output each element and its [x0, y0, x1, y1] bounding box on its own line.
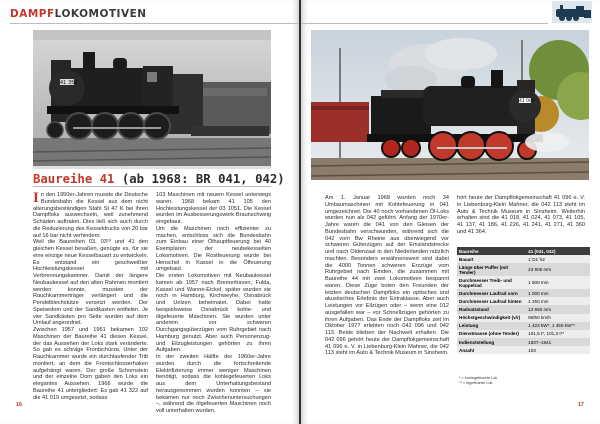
spec-header-value: 41 (041, 042) — [526, 247, 590, 255]
spec-row — [457, 276, 590, 289]
title-rule — [33, 186, 271, 187]
bw-locomotive-photo — [33, 30, 271, 166]
spec-label: Durchmesser Treib- und Kuppelrad — [457, 276, 526, 289]
drop-cap: I — [33, 190, 39, 206]
locomotive-logo-icon — [552, 1, 592, 23]
text-column-1 — [33, 192, 148, 401]
spec-value: 90/50 km/h — [526, 314, 590, 322]
spec-footnotes — [459, 376, 497, 386]
spec-row — [457, 322, 590, 330]
running-head-part1: DAMPF — [10, 8, 55, 20]
spec-value: 12 650 mm — [526, 305, 590, 313]
spec-value: 1 423 kW*, 1 450 kW** — [526, 322, 590, 330]
spec-row — [457, 346, 590, 354]
spec-label: Dienstmasse (ohne Tender) — [457, 330, 526, 338]
spec-header-label: Baureihe — [457, 247, 526, 255]
page-number: 17 — [577, 402, 584, 408]
spec-label: Durchmesser Laufrad hinten — [457, 297, 526, 305]
spec-value: 103 — [526, 346, 590, 354]
spec-value: 1 250 mm — [526, 297, 590, 305]
text-column-1 — [325, 195, 449, 357]
spec-row — [457, 330, 590, 338]
spec-row — [457, 255, 590, 263]
text-column-2 — [457, 195, 585, 245]
spec-row — [457, 305, 590, 313]
spec-label: Radsatzstand — [457, 305, 526, 313]
spec-row — [457, 263, 590, 276]
spec-row — [457, 289, 590, 297]
running-head-part2: LOKOMOTIVEN — [54, 8, 147, 20]
photo-divider — [33, 166, 271, 169]
spec-label: Höchstgeschwindigkeit (v/r) — [457, 314, 526, 322]
spec-value: 1 600 mm — [526, 276, 590, 289]
spec-label: Anzahl — [457, 346, 526, 354]
spec-label: Bauart — [457, 255, 526, 263]
spec-value: 23 905 mm — [526, 263, 590, 276]
spec-value: 1937–1941 — [526, 338, 590, 346]
running-head — [10, 8, 147, 20]
spec-value: 101,5 t*, 101,3 t** — [526, 330, 590, 338]
spec-row — [457, 314, 590, 322]
locomotive-number-plate: 41 096 — [519, 99, 535, 104]
header-rule — [10, 23, 299, 24]
body-text: n den 1950er-Jahren musste die Deutsche Bundesbahn die Kessel aus dem nicht alterungsbeständigen Stahl St 47 K bei ihren Dampfloks auswechseln, weil zunehmend Schäden auftraten. Dies ließ sich auch durch die Reduzierung des Kesseldrucks von 20 bar auf 16 bar nicht verhindern. Weil die Baureihen 03, 03¹⁰ und 41 den gleichen Kessel besaßen, genügte es, für sie eine einzige neue Kesselbauart zu entwickeln. Es entstand ein geschweißter Hochleistungskessel mit Verbrennungskammer. Damit der längere Neubaukessel auf den alten Rahmen montiert werden konnte, mussten der Rauchkammerträger verlängert und die Pendelblechstütze versetzt werden. Der Speisedom und der Sandkasten entfielen. Je vier Sandkästen pro Seite wurden auf dem Umlauf angeordnet. Zwischen 1957 und 1961 bekamen 102 Maschinen der Baureihe 41 diesen Kessel, der das Aussehen der Loks stark veränderte. So gab es schräge Frontschürze. Unter der Rauchkammer wurde ein durchlaufender Tritt montiert, an dem die Frontschlosserhaken aufgehängt waren. Der große Schornstein und der einzelne Dom gaben den Loks ein elegantes Aussehen. 1966 wurde die Baureihe 41 untergliedert: Es gab 41 322 auf die 41 019 umgesetzt, sodass — [33, 192, 148, 401]
spec-label: Leistung — [457, 322, 526, 330]
body-text: hört heute der Dampflokgemeinschaft 41 096 e. V. in Liebenburg-Klein Mahner, die 042 113 steht im Auto & Technik Museum in Sinsheim. Weiterhin erhalten sind die 41 018, 41 024, 41 073, 41 105, 41 137, 41 186, 41 226, 41 241, 41 271, 41 360 und 41 364. — [457, 195, 585, 235]
spec-value: 1´D1´h2 — [526, 255, 590, 263]
spec-label: Länge über Puffer (mit Tender) — [457, 263, 526, 276]
body-text: Am 1. Januar 1968 wurden noch 34 Umbaumaschinen mit Kohlefeuerung in 041 umgezeichnet. Die 40 noch vorhandenen Öl-Loks wurden nun als 042 geführt. Anfang der 1970er-Jahre waren die 041 von den Gleisen der Bundesbahn verschwunden, während sich die 042 vom Bw Rheine aus überwiegend vor schweren Güterzügen auf der Emslandstrecke und nach Oldenzaal in den Niederlanden nützlich machten. Besonders erwähnenswert sind dabei die 4000 Tonnen schweren Erzzüge vom Ruhrgebiet nach Emden, die zusammen mit Baureihe 44 mit zwei Lokomotiven bespannt waren. Diese Züge boten den Freunden der letzten deutschen Dampfloks ein optisches und akustisches Erlebnis der Extraklasse. Aber auch Leistungen vor Eilzügen oder – wenn eine 012 ausgefallen war – vor Schnellzügen gehörten zu ihren Aufgaben. Das Ende der Dampfloks zeit im Oktober 1977 erlebten noch 042 096 und 042 113. Beide blieben der Nachwelt erhalten. Die 042 096 gehört heute der Dampflokgemeinschaft 41 096 e. V. in Liebenburg-Klein Mahner, die 042 113 steht im Auto & Technik Museum in Sinsheim. — [325, 195, 449, 357]
spec-label: Durchmesser Laufrad vorn — [457, 289, 526, 297]
left-page — [0, 0, 299, 424]
section-title — [33, 172, 285, 186]
spec-table — [457, 247, 590, 354]
locomotive-number-plate: 41 352 — [60, 80, 78, 86]
section-title-part1: Baureihe 41 — [33, 172, 115, 186]
header-rule — [301, 23, 548, 24]
spec-row — [457, 297, 590, 305]
spec-label: Indienststellung — [457, 338, 526, 346]
spec-table-header — [457, 247, 590, 255]
footnote-oil: ** = ölgefeuerte Lok — [459, 381, 493, 385]
spec-row — [457, 338, 590, 346]
color-locomotive-photo — [311, 30, 589, 180]
section-title-part2: (ab 1968: BR 041, 042) — [114, 172, 285, 186]
page-number: 16 — [16, 402, 23, 408]
footnote-coal: * = kohlegefeuerte Lok — [459, 376, 498, 380]
right-page — [301, 0, 600, 424]
spec-value: 1 000 mm — [526, 289, 590, 297]
text-column-2 — [156, 192, 271, 415]
body-text: 103 Maschinen mit neuem Kessel unterwegs waren. 1968 bekam 41 105 den Hochleistungskessel der 03 1051. Die Kessel wurden im Ausbesserungswerk Braunschweig eingebaut. Um die Maschinen noch effizienter zu machen, entschloss sich die Bundesbahn zum Einbau einer Ölhauptfeuerung bei 40 Exemplaren der neubekesselten Lokomotiven. Die Rostfeuerung wurde bei Henschel in Kassel in die Ölfeuerung umgebaut. Die ersten Lokomotiven mit Neubaukessel kamen ab 1957 nach Bremerhaven, Fulda, Kassel und Wanne-Eickel, später wurden sie noch in Hamburg, Kirchweyhe, Osnabrück und Uelzen beheimatet. Dabei hatte beispielsweise Osnabrück kohle- und ölgefeuerte Maschinen. Sie wurden unter anderem vor schweren Durchgangsgüterzügen vom Ruhrgebiet nach Hamburg genutzt. Aber auch Personenzug- und Eilzugleistungen gehörten zu ihren Aufgaben. In der zweiten Hälfte der 1960er-Jahre wurden durch die fortschreitende Elektrifizierung immer weniger Maschinen benötigt, sodass die kohlegefeuerten Loks aus dem Unterhaltungsbestand herausgenommen wurden konnten – sie bekamen nur noch Zwischenuntersuchungen –, während die ölgefeuerten Maschinen noch voll unterhalten wurden. — [156, 192, 271, 414]
